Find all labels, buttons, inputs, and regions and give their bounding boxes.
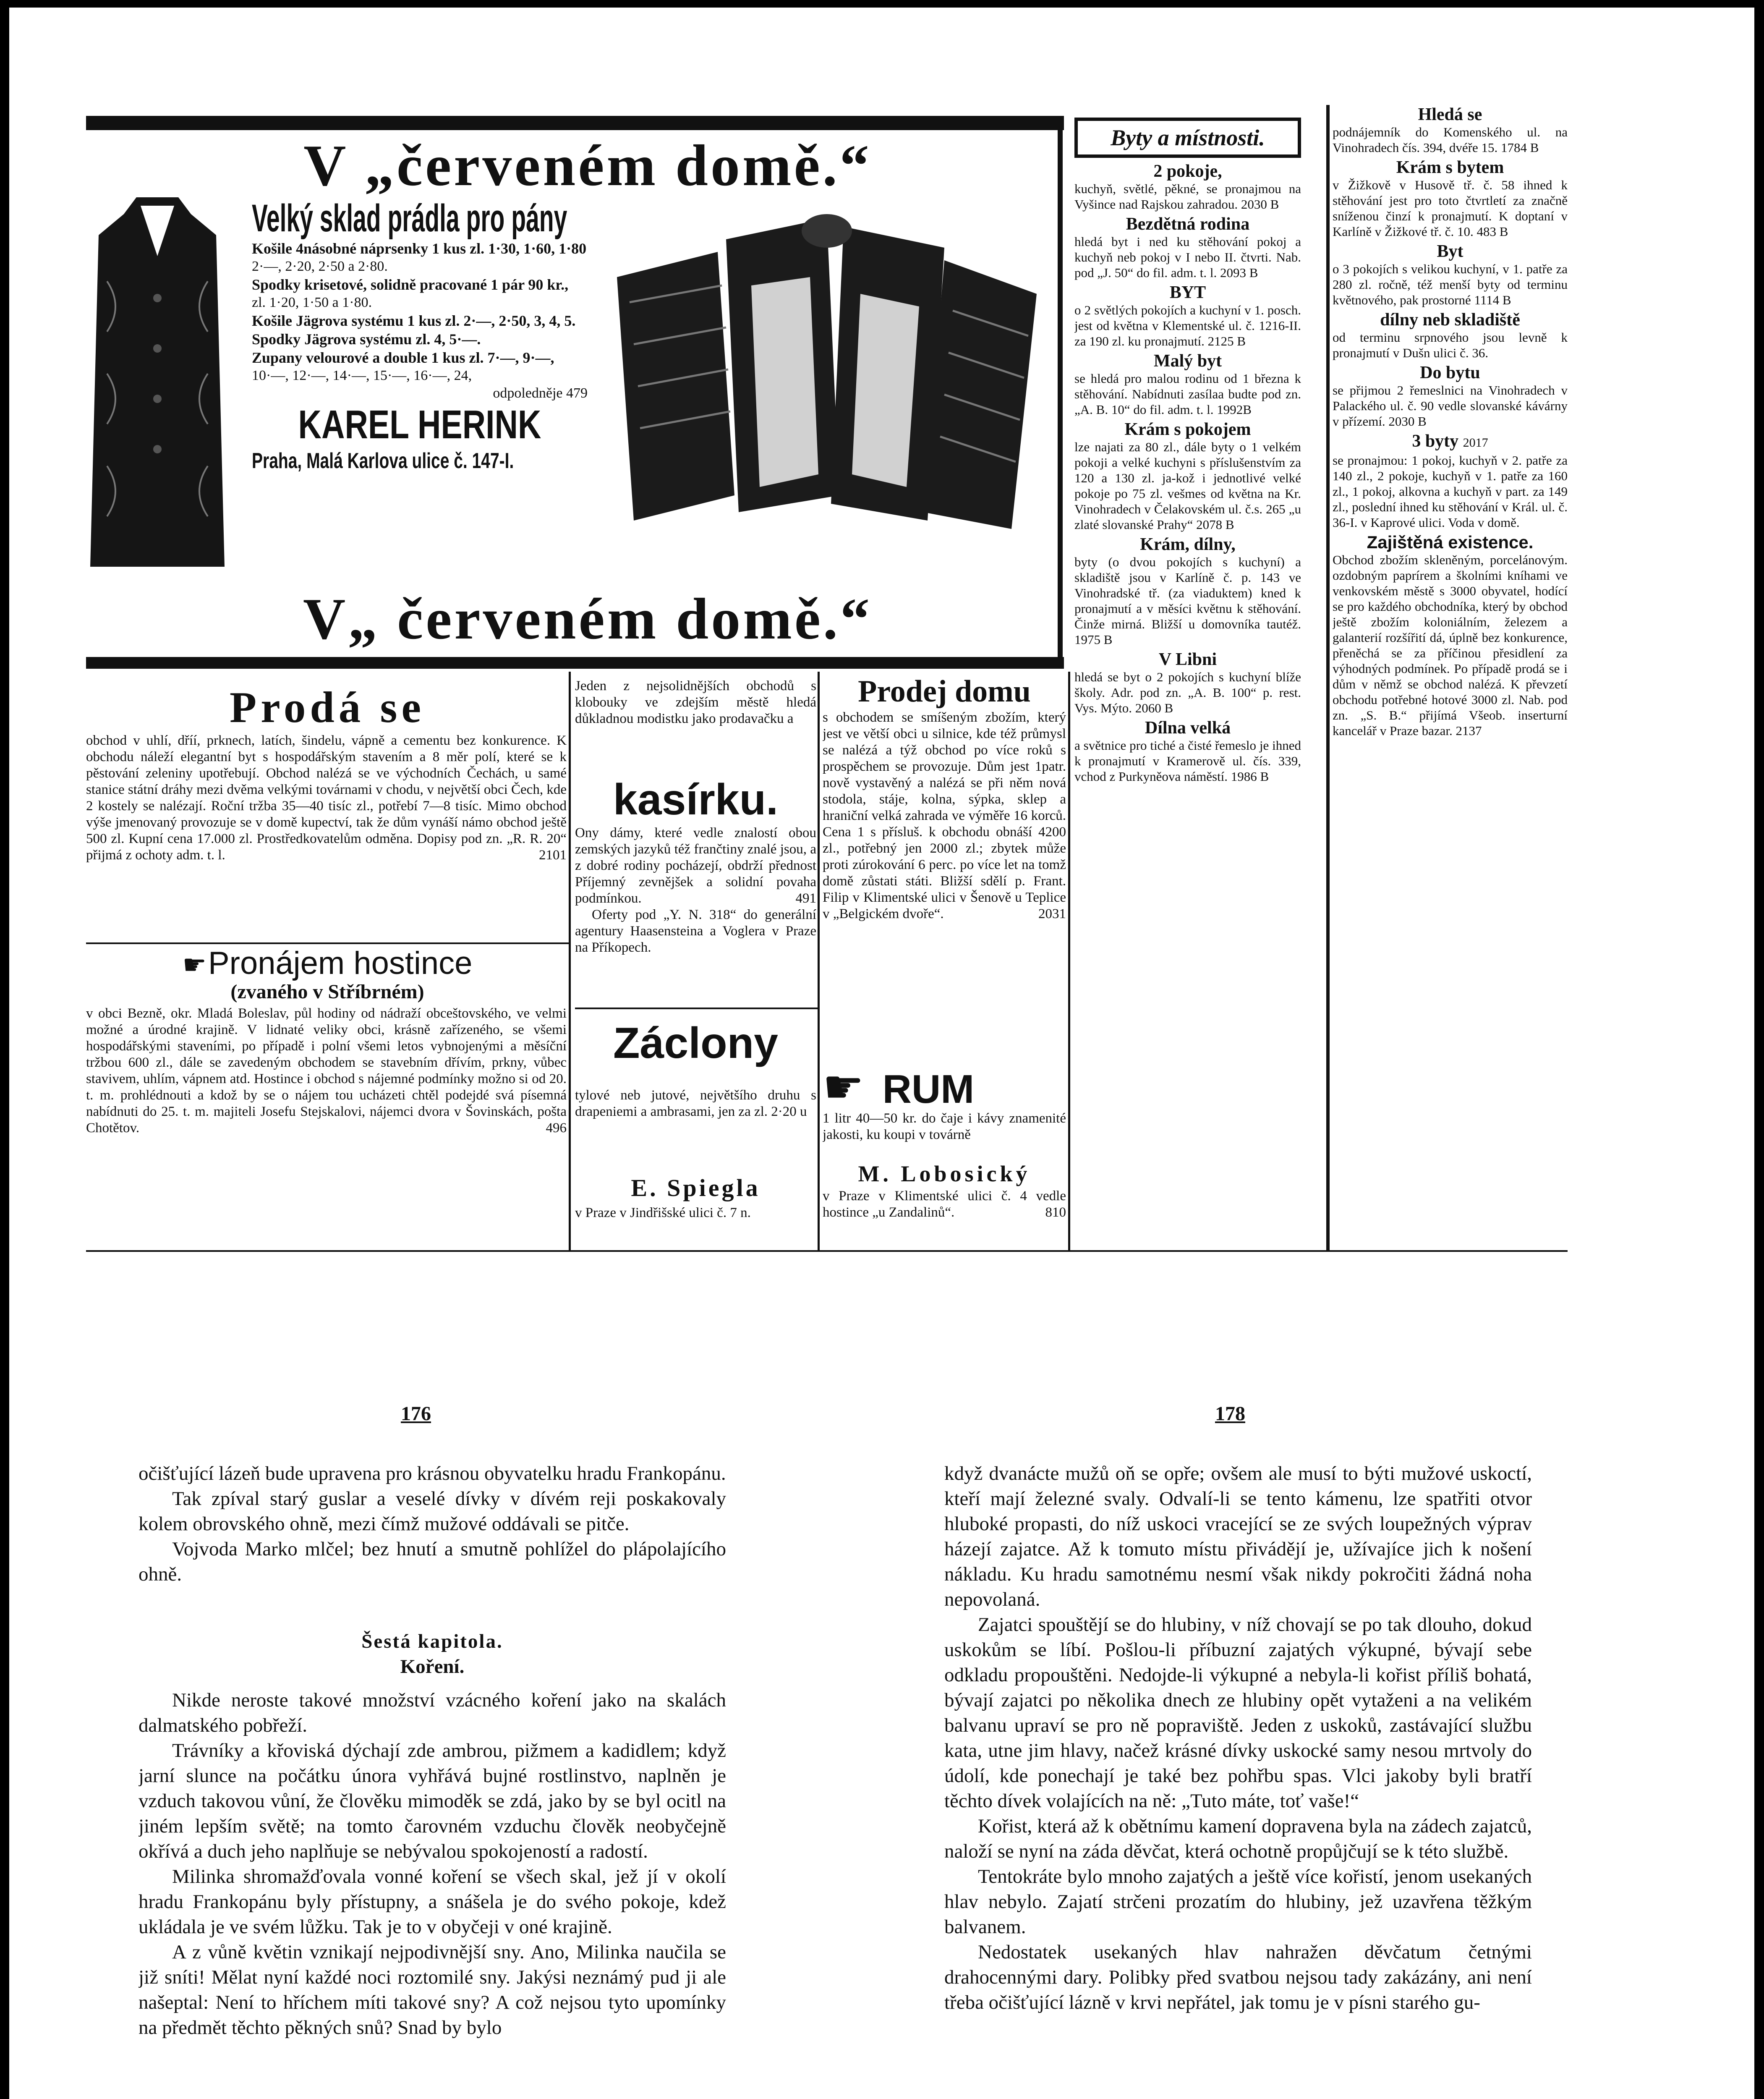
pointing-hand-icon: ☛ xyxy=(823,1062,864,1113)
herink-line-5: Spodky Jägrova systému zl. 4, 5·—. xyxy=(252,331,481,348)
book-left-p6: A z vůně květin vznikají nejpodivnější sny. Ano, Milinka naučila se již sníti! Mělat nyní každé noci roztomilé sny. Jakýsi neznámý pud ji ale našeptal: Není to hříchem míti takové sny? A což nejsou tyto upomínky na předmět těchto pěkných snů? Snad by bylo xyxy=(139,1941,726,2039)
book-left-p3: Nikde neroste takové množství vzácného koření jako na skalách dalmatského pobřeží. xyxy=(139,1689,726,1736)
byty-column xyxy=(1074,162,1301,1249)
ad-strip-bottom-rule xyxy=(86,657,1064,669)
kasirku-intro: Jeden z nejsolidnějších obchodů s klobouky ve zdejším městě hledá důkladnou modistku jako prodavačku a xyxy=(575,678,816,726)
kasirku-offer: Oferty pod „Y. N. 318“ do generální agentury Haasensteina a Voglera v Praze na Příkopech. xyxy=(575,907,816,955)
byty-ad-7-text: a světnice pro tiché a čisté řemeslo je ihned k pronajmutí v Kramerově ul. čís. 339, vchod z Purkyněova náměstí. 1986 B xyxy=(1074,738,1301,784)
right-ad-3-heading: dílny neb skladiště xyxy=(1380,310,1520,330)
byty-ad-3-heading: Malý byt xyxy=(1153,351,1222,371)
zaclony-headline: Záclony xyxy=(613,1019,778,1068)
book-left-p2: Vojvoda Marko mlčel; bez hnutí a smutně pohlížel do plápolajícího ohně. xyxy=(139,1538,726,1585)
herink-line-4: Košile Jägrova systému 1 kus zl. 2·—, 2·50, 3, 4, 5. xyxy=(252,312,576,329)
kasirku-body: Ony dámy, které vedle znalostí obou zemských jazyků též frančtiny znalé jsou, a z dobré rodiny pocházejí, obdrží přednost Příjemný zevnějšek a solidní povaha podmínkou. xyxy=(575,825,816,906)
rum-heading xyxy=(823,1062,1066,1113)
prodej-domu-heading: Prodej domu xyxy=(858,674,1031,709)
top-banner: V „červeném domě.“ xyxy=(303,133,872,198)
rum-number: 810 xyxy=(1045,1205,1066,1220)
herink-line-2: Spodky krisetové, solidně pracované 1 pár 90 kr., xyxy=(252,276,569,293)
right-ad-0-text: podnájemník do Komenského ul. na Vinohradech čís. 394, dvéře 15. 1784 B xyxy=(1333,125,1568,155)
rum-text: 1 litr 40—50 kr. do čaje i kávy znamenité jakosti, ku koupi v továrně xyxy=(823,1111,1066,1142)
byty-ad-6-text: hledá se byt o 2 pokojích s kuchyní blíže školy. Adr. pod zn. „A. B. 100“ p. rest. Vys. Mýto. 2060 B xyxy=(1074,670,1301,715)
right-ad-1-heading: Krám s bytem xyxy=(1396,158,1504,177)
pointing-hand-icon: ☛ xyxy=(182,950,206,980)
rum-headline: RUM xyxy=(882,1067,975,1112)
rum-address xyxy=(823,1188,1066,1247)
rum-merchant: M. Lobosický xyxy=(858,1161,1031,1186)
pronajem-subheading: (zvaného v Stříbrném) xyxy=(230,981,424,1003)
chapter-title: Koření. xyxy=(400,1656,465,1678)
ads-bottom-rule xyxy=(86,1250,1568,1252)
pronajem-title: Pronájem hostince xyxy=(208,945,473,981)
herink-ad xyxy=(252,197,588,575)
right-ad-4-heading: Do bytu xyxy=(1420,363,1480,382)
byty-header: Byty a místnosti. xyxy=(1111,125,1265,150)
prodej-domu-body: s obchodem se smíšeným zbožím, který jest ve větší obci u silnice, kde též průmysl se nalézá a týž obchod po více roků s prospěchem se provozuje. Dům jest 1patr. nově vystavěný a nalézá se při něm nová stodola, stáje, kolna, sýpka, sklep a hraniční velká zahrada ve výměře 16 korců. Cena 1 s přísluš. k obchodu obnáší 4200 zl., potřebný jen 2000 zl.; zbytek může proti zúrokování 6 perc. po více let na tomž domě zůstati státi. Bližší sdělí p. Frant. Filip v Klimentské ulici v Šenově u Teplice v „Belgickém dvoře“. xyxy=(823,710,1066,921)
byty-ad-5-text: byty (o dvou pokojích s kuchyní) a skladiště jsou v Karlíně č. p. 143 ve Vinohradské tř. (za viaduktem) kned k pronajmutí a v měsíci květnu k stěhování. Činže mirná. Bližší u domovníka tautéž. 1975 B xyxy=(1074,555,1301,647)
right-classified-column xyxy=(1333,105,1568,1247)
kasirku-headline: kasírku. xyxy=(613,775,779,824)
proda-se-number: 2101 xyxy=(539,848,567,863)
herink-line-1: 2·—, 2·20, 2·50 a 2·80. xyxy=(252,259,388,274)
right-ad-1-text: v Žižkově v Husově tř. č. 58 ihned k stěhování jest pro toto čtvrtletí za značně sníženou činzí k pronajmutí. K doptaní v Karlíně v Žižkové tř. č. 10. 483 B xyxy=(1333,178,1568,239)
herink-line-0: Košile 4násobné náprsenky 1 kus zl. 1·30, 1·60, 1·80 xyxy=(252,240,587,257)
right-ad-0-heading: Hledá se xyxy=(1418,105,1482,124)
kasirku-number: 491 xyxy=(795,891,816,906)
right-ad-6-text: Obchod zbožím skleněným, porcelánovým. ozdobným paprírem a školními kníhami ve venkovském městě s 3000 obyvatel, hodící se pro každého obchodníka, který by obchod ještě zbožím koloniálním, železem a galanterií rozšířití dá, úplně bez konkurence, přeněchá se za příčinou přesidlení za výhodných podmínek. Po případě prodá se i dům v němž se obchod nalézá. K převzetí obchodu potřebné hotové 3000 zl. Nab. pod zn. „S. B.“ přijímá Všeob. inserturní kancelář v Praze bazar. 2137 xyxy=(1333,552,1568,738)
scan-edge-top xyxy=(0,0,1764,8)
page-number-left: 176 xyxy=(401,1403,431,1425)
kasirku-text xyxy=(575,825,816,1001)
pronajem-text xyxy=(86,1005,567,1249)
col-rule-3 xyxy=(1068,672,1070,1251)
pronajem-body: v obci Bezně, okr. Mladá Boleslav, půl hodiny od nádraží obceštovského, ve velmi možné a úrodné krajině. V lidnaté veliky obci, krásně zařízeného, se všemi hospodářskými staveními, po případě i polní všemi letos vybnojenými a měsíční tržbou 600 zl., dále se zavedeným obchodem se stavebním dřívím, prkny, vůbec stavivem, uhlím, vápnem atd. Hostince i obchod s nájemné podmínky možno si od 20. t. m. prohlédnouti a kdož by se o nájem tou ucházeti chtěl podejdé svá písemná nabídnuti do 25. t. m. majiteli Josefu Stejskalovi, nájemci dvora v Šovinskách, pošta Chotětov. xyxy=(86,1006,567,1136)
top-border-rule xyxy=(86,116,1064,130)
byty-ad-3-text: se hledá pro malou rodinu od 1 března k stěhování. Nabídnuti zasílaa budte pod zn. „A. B. 10“ do fil. adm. t. l. 1992B xyxy=(1074,371,1301,417)
pronajem-number: 496 xyxy=(546,1120,567,1136)
zaclony-merchant: E. Spiegla xyxy=(631,1174,760,1201)
right-ad-3-text: od terminu srpnového jsou levně k pronajmutí v Dušn ulici č. 36. xyxy=(1333,330,1568,360)
coat-illustration xyxy=(90,197,225,575)
right-ad-5-text: se pronajmou: 1 pokoj, kuchyň v 2. patře za 140 zl., 2 pokoje, kuchyň v 1. patře za 160 zl., 1 pokoj, alkovna a kuchyň v part. za 149 zl., poslední ihned ku stěhování v Král. ul. č. 36-I. v Kaprové ulici. Voda v domě. xyxy=(1333,453,1568,530)
book-left-p1: Tak zpíval starý guslar a veselé dívky v dívém reji poskakovaly kolem obrovského ohně, mezi čímž mužové oddávali se pitče. xyxy=(139,1488,726,1535)
herink-line-3: zl. 1·20, 1·50 a 1·80. xyxy=(252,295,372,310)
byty-ad-2-text: o 2 světlých pokojích a kuchyní v 1. posch. jest od května v Klementské ul. č. 1216-II. za 190 zl. ku pronajmutí. 2125 B xyxy=(1074,303,1301,348)
book-left-column xyxy=(139,1461,726,2099)
col-rule-2 xyxy=(818,672,820,1251)
byty-ad-4-text: lze najati za 80 zl., dále byty o 1 velkém pokoji a velké kuchyni s příslušenstvím za 120 a 130 zl. ja-kož i jednotlivé velké pokoje po 75 zl. vešmes od května na Kr. Vinohradech v Čelakovském ul. č.s. 265 „u zlaté slovanské Prahy“ 2078 B xyxy=(1074,440,1301,532)
proda-se-body: obchod v uhlí, dříí, prknech, latích, šindelu, vápně a cementu bez konkurence. K obchodu náleží elegantní byt s hospodářským stavením a 8 měr polí, které se k pěstování zeleniny upotřebují. Obchod nalézá se ve východních Čechách, u samé stanice státní dráhy mezi dvěma velkými továrnami v chodu, v největší obci Čech, kde 2 kostely se nalézají. Roční tržba 35—40 tisíc zl., potřebí 7—8 tisíc. Mimo obchod výše jmenovaný provozuje se v domě kupectví, tak že dům vynáší námo obchod ještě 500 zl. Kupní cena 17.000 zl. Prostředkovatelům odměna. Dopisy pod zn. „R. R. 20“ přijmá z ochoty adm. t. l. xyxy=(86,733,567,863)
book-right-column xyxy=(944,1461,1532,2099)
proda-se-text xyxy=(86,733,567,938)
proda-se-rule xyxy=(86,942,569,944)
right-ad-5-heading xyxy=(1333,432,1568,453)
herink-address: Praha, Malá Karlova ulice č. 147-I. xyxy=(252,449,514,473)
byty-ad-2-heading: BYT xyxy=(1169,283,1206,302)
zaclony-address: v Praze v Jindřišské ulici č. 7 n. xyxy=(575,1205,751,1220)
herink-merchant: KAREL HERINK xyxy=(298,402,541,447)
byty-ad-0-text: kuchyň, světlé, pěkné, se pronajmou na Vyšince nad Rajskou zahradou. 2030 B xyxy=(1074,181,1301,212)
byty-ad-1-text: hledá byt i ned ku stěhování pokoj a kuchyň neb pokoj v I nebo II. čtvrti. Nab. pod „J. 50“ do fil. adm. t. l. 2093 B xyxy=(1074,234,1301,280)
ad-strip-right-rule xyxy=(1058,116,1063,666)
col-rule-1 xyxy=(569,672,571,1251)
scan-edge-right xyxy=(1754,0,1764,2099)
garments-illustration xyxy=(592,202,1053,546)
kasirku-rule xyxy=(575,1008,818,1009)
book-left-p4: Trávníky a křoviská dýchají zde ambrou, pižmem a kadidlem; když jarní slunce na počátku února vyhřává bujné rostlinstvo, naplněn je vzduch takovou vůní, že člověku mimoděk se zdá, jako by se byl ocitl na jiném lepším světě; na tomto čarovném vzduchu člověk neobyčejně okřívá a duch jeho naplňuje se nebývalou spokojeností a radostí. xyxy=(139,1740,726,1862)
book-right-p4: Nedostatek usekaných hlav nahražen děvčatum četnými drahocennými dary. Polibky před svatbou nejsou tady zakázány, ani není třeba očišťující lázně v krvi nepřátel, jak tomu je v písni starého gu- xyxy=(944,1941,1532,2013)
prodej-domu-text xyxy=(823,709,1066,1062)
book-right-p2: Kořist, která až k obětnímu kamení dopravena byla na zádech zajatců, naloží se nyní na záda děvčat, která ochotně propůjčují se k této službě. xyxy=(944,1815,1532,1862)
zaclony-text: tylové neb jutové, největšího druhu s drapeniemi a ambrasami, jen za zl. 2·20 u xyxy=(575,1088,816,1119)
right-ad-5-number: 2017 xyxy=(1463,436,1488,450)
herink-line-8: odpoledněje 479 xyxy=(493,385,588,401)
byty-ad-7-heading: Dílna velká xyxy=(1145,718,1231,738)
herink-title: Velký sklad prádla pro pány xyxy=(252,197,567,240)
book-left-p0: očišťující lázeň bude upravena pro krásnou obyvatelku hradu Frankopánu. xyxy=(139,1463,726,1484)
page-number-right: 178 xyxy=(1215,1403,1245,1425)
byty-ad-1-heading: Bezdětná rodina xyxy=(1126,215,1250,234)
proda-se-heading: Prodá se xyxy=(230,683,425,732)
right-ad-6-heading: Zajištěná existence. xyxy=(1367,532,1534,552)
book-left-p5: Milinka shromažďovala vonné koření se všech skal, jež jí v okolí hradu Frankopánu byly přístupny, a snášela je do svého pokoje, kdež ukládala je ve svém lůžku. Tak je to v obyčeji v oné krajině. xyxy=(139,1866,726,1938)
scan-edge-left xyxy=(0,0,9,2099)
herink-line-7: 10·—, 12·—, 14·—, 15·—, 16·—, 24, xyxy=(252,368,472,383)
right-ad-4-text: se přijmou 2 řemeslnici na Vinohradech v Palackého ul. č. 90 vedle slovanské kávárny v přízemí. 2030 B xyxy=(1333,383,1568,429)
pronajem-heading xyxy=(86,947,569,980)
right-ad-2-heading: Byt xyxy=(1437,242,1463,261)
prodej-domu-number: 2031 xyxy=(1038,906,1066,921)
col-rule-4 xyxy=(1326,105,1330,1251)
rum-address-text: v Praze v Klimentské ulici č. 4 vedle hostince „u Zandalinů“. xyxy=(823,1188,1066,1220)
byty-ad-6-heading: V Libni xyxy=(1158,650,1217,669)
bottom-banner: V„ červeném domě.“ xyxy=(303,586,872,652)
book-right-p0: když dvanácte mužů oň se opře; ovšem ale musí to býti mužové uskoctí, kteří mají železné svaly. Odvalí-li se tento kámenu, lze spatřiti otvor hluboké propasti, do níž uskoci vracející se ze svých loupežných výprav házejí zajatce. Až k tomuto místu přivádějí je, užívajíce jich k nošení nákladu. Ku hradu samotnému nesmí však nikdy pokročiti žádná noha nepovolaná. xyxy=(944,1463,1532,1610)
right-ad-2-text: o 3 pokojích s velikou kuchyní, v 1. patře za 280 zl. ročně, též menší byty od terminu květnového, pak prostorné 1114 B xyxy=(1333,262,1568,307)
byty-header-box xyxy=(1074,118,1301,158)
chapter-number: Šestá kapitola. xyxy=(361,1631,503,1652)
right-ad-5-title: 3 byty xyxy=(1412,432,1459,451)
byty-ad-5-heading: Krám, dílny, xyxy=(1140,535,1236,554)
herink-line-6: Zupany velourové a double 1 kus zl. 7·—, 9·—, xyxy=(252,349,554,366)
book-right-p3: Tentokráte bylo mnoho zajatých a ještě více kořistí, jenom usekaných hlav nebylo. Zajatí strčeni prozatím do hlubiny, jež uzavřena těžkým balvanem. xyxy=(944,1866,1532,1938)
book-right-p1: Zajatci spouštějí se do hlubiny, v níž chovají se po tak dlouho, dokud uskokům se líbí. Pošlou-li příbuzní zajatých výkupné, bývají sebe odkladu propouštěni. Nedojde-li výkupné a nebyla-li kořist příliš bohatá, bývají zajatci po několika dnech ze hlubiny opět vytaženi a na velikém balvanu upraví se pro ně popraviště. Jeden z uskoků, zastávající službu kata, utne jim hlavy, načež krásné dívky uskocké samy nesou mrtvoly do údolí, kde ponechají je také bez pohřbu spas. Vlci jakoby byli bratří těchto dívek volajících na ně: „Tuto máte, toť vaše!“ xyxy=(944,1614,1532,1812)
byty-ad-0-heading: 2 pokoje, xyxy=(1153,162,1222,181)
byty-ad-4-heading: Krám s pokojem xyxy=(1124,420,1251,439)
